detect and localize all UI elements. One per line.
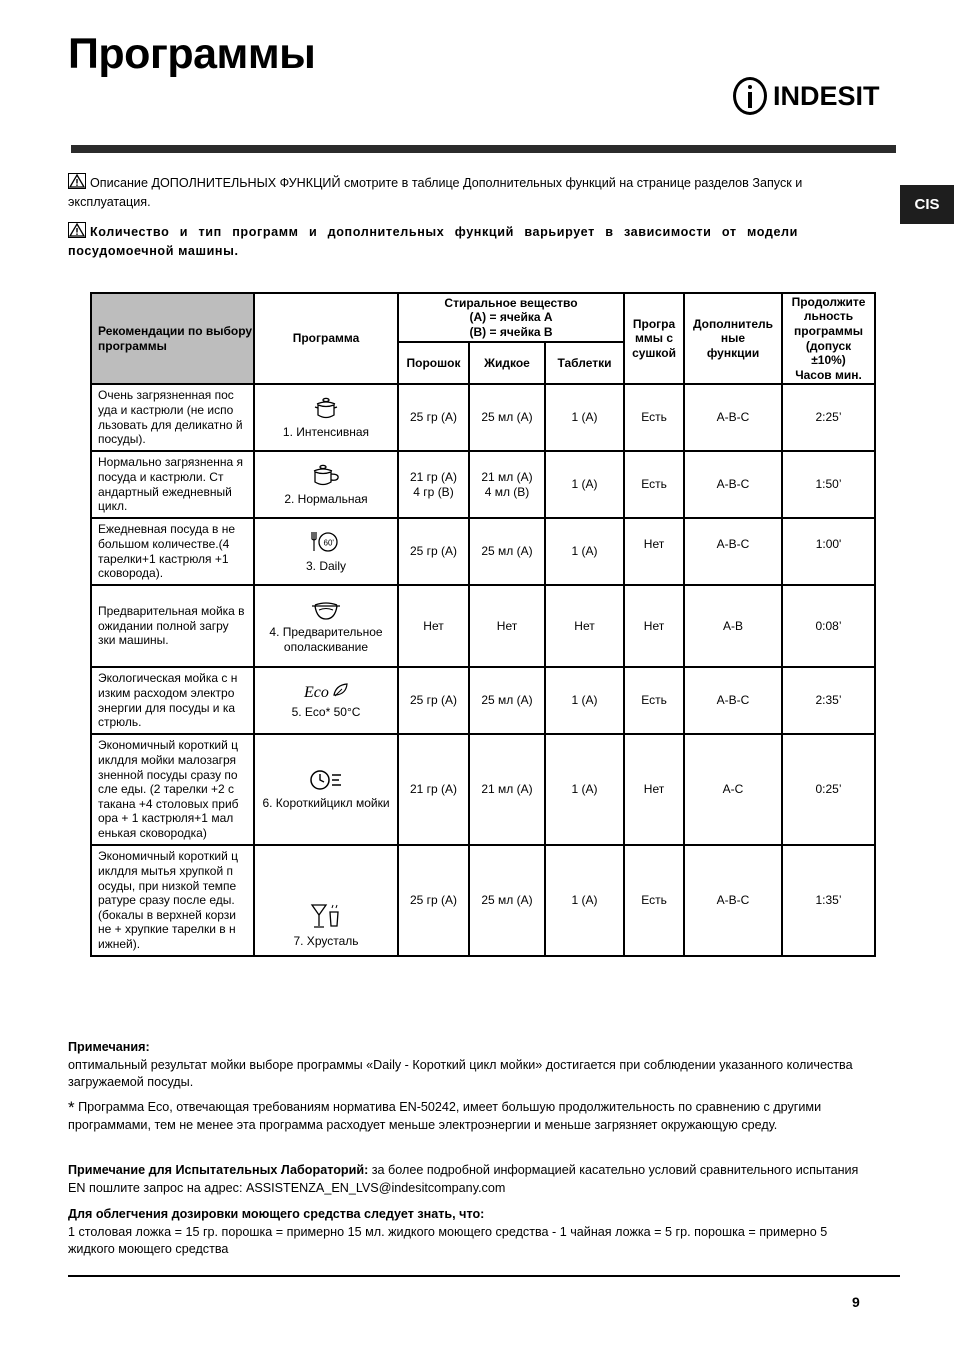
program-name: 7. Хрусталь xyxy=(293,934,359,949)
tablets-value: 1 (A) xyxy=(545,845,624,956)
row-program xyxy=(254,734,398,845)
row-description: Экономичный короткий ц иклдля мойки малозагря зненной посуды сразу по сле еды. (2 тарелки +2 с такана +4 столовых приб ора + 1 кастрюля+1 мал енькая сковородка) xyxy=(91,734,254,845)
eco-note xyxy=(68,1099,868,1134)
quick-clock-icon xyxy=(309,768,343,792)
row-description: Предварительная мойка в ожидании полной загру зки машины. xyxy=(91,585,254,667)
prewash-bowl-icon xyxy=(311,597,341,621)
table-row xyxy=(91,734,875,845)
pot-cup-icon xyxy=(311,462,341,488)
drying-value: Нет xyxy=(624,734,684,845)
eco-note-text: Программа Eco, отвечающая требованиям норматива EN-50242, имеет большую продолжительность по сравнению с другими программами, тем не менее эта программа расходует меньше электроэнергии и меньше загрязняет окружающую среду. xyxy=(68,1100,822,1132)
duration-value: 0:25’ xyxy=(782,734,875,845)
asterisk-mark: * xyxy=(68,1098,75,1117)
lab-note xyxy=(68,1162,868,1197)
note-model-variation xyxy=(68,222,798,261)
drying-value: Есть xyxy=(624,451,684,518)
row-description: Экономичный короткий ц иклдля мытья хрупкой п осуды, при низкой темпе ратуре сразу после еды. (бокалы в верхней корзи не + хрупкие тарелки в н ижней). xyxy=(91,845,254,956)
table-row xyxy=(91,585,875,667)
note-extra-functions xyxy=(68,173,868,212)
bottom-divider xyxy=(68,1275,900,1277)
liquid-value: 25 мл (A) xyxy=(469,845,545,956)
row-program xyxy=(254,451,398,518)
duration-value: 1:50’ xyxy=(782,451,875,518)
drying-value: Есть xyxy=(624,845,684,956)
liquid-value: 21 мл (A) xyxy=(469,734,545,845)
program-name: 2. Нормальная xyxy=(284,492,368,507)
extra-functions-value: A-B-C xyxy=(684,451,782,518)
note-text: Описание ДОПОЛНИТЕЛЬНЫХ ФУНКЦИЙ смотрите в таблице Дополнительных функций на странице разделов Запуск и эксплуатация. xyxy=(68,176,803,209)
header-tablets: Таблетки xyxy=(545,342,624,384)
tablets-value: Нет xyxy=(545,585,624,667)
tablets-value: 1 (A) xyxy=(545,518,624,585)
crystal-glass-icon xyxy=(310,902,342,930)
program-name: 3. Daily xyxy=(305,559,346,574)
header-recommendation: Рекомендации по выбору программы xyxy=(91,293,254,384)
duration-value: 0:08’ xyxy=(782,585,875,667)
row-description: Нормально загрязненна я посуда и кастрюли. Ст андартный ежедневный цикл. xyxy=(91,451,254,518)
dose-heading: Для облегчения дозировки моющего средства следует знать, что: xyxy=(68,1207,485,1221)
header-detergent: Стиральное вещество (А) = ячейка A (В) = ячейка B xyxy=(398,293,624,342)
liquid-value: 25 мл (A) xyxy=(469,384,545,451)
drying-value: Нет xyxy=(624,518,684,585)
header-drying: Програ ммы с сушкой xyxy=(624,293,684,384)
row-description: Ежедневная посуда в не большом количестве.(4 тарелки+1 кастрюля +1 сковорода). xyxy=(91,518,254,585)
table-row xyxy=(91,451,875,518)
row-program xyxy=(254,845,398,956)
row-program xyxy=(254,384,398,451)
extra-functions-value: A-B xyxy=(684,585,782,667)
page-number: 9 xyxy=(852,1294,860,1310)
liquid-value: 25 мл (A) xyxy=(469,667,545,734)
drying-value: Нет xyxy=(624,585,684,667)
notes-daily-text: оптимальный результат мойки выборе программы «Daily - Короткий цикл мойки» достигается при соблюдении указанного количества загружаемой посуды. xyxy=(68,1057,853,1089)
daily-60-icon xyxy=(311,529,341,555)
svg-text:Eco: Eco xyxy=(304,684,329,702)
liquid-value: 21 мл (A) 4 мл (B) xyxy=(469,451,545,518)
pot-icon xyxy=(313,395,339,421)
language-tab: CIS xyxy=(900,185,954,224)
row-description: Очень загрязненная пос уда и кастрюли (не испо льзовать для деликатно й посуды). xyxy=(91,384,254,451)
extra-functions-value: A-C xyxy=(684,734,782,845)
tablets-value: 1 (A) xyxy=(545,384,624,451)
svg-text:60': 60' xyxy=(323,538,334,548)
top-divider xyxy=(71,145,896,153)
powder-value: 21 гр (A) xyxy=(398,734,469,845)
eco-leaf-icon xyxy=(302,681,350,701)
table-row xyxy=(91,667,875,734)
powder-value: 25 гр (A) xyxy=(398,518,469,585)
program-name: 4. Предварительное ополаскивание xyxy=(269,625,383,654)
lab-note-heading: Примечание для Испытательных Лабораторий: xyxy=(68,1163,369,1177)
extra-functions-value: A-B-C xyxy=(684,384,782,451)
duration-value: 1:35’ xyxy=(782,845,875,956)
row-description: Экологическая мойка с н изким расходом электро энергии для посуды и ка стрюль. xyxy=(91,667,254,734)
header-program: Программа xyxy=(254,293,398,384)
row-program xyxy=(254,518,398,585)
header-duration: Продолжите льность программы (допуск ±10%) Часов мин. xyxy=(782,293,875,384)
liquid-value: 25 мл (A) xyxy=(469,518,545,585)
powder-value: 25 гр (A) xyxy=(398,845,469,956)
program-name: 1. Интенсивная xyxy=(282,425,370,440)
notes-heading: Примечания: xyxy=(68,1040,150,1054)
warning-icon xyxy=(68,222,86,238)
dose-text: 1 столовая ложка = 15 гр. порошка = примерно 15 мл. жидкого моющего средства - 1 чайная ложка = 5 гр. порошка = примерно 5 жидкого моющего средства xyxy=(68,1224,828,1256)
brand-name: INDESIT xyxy=(773,80,880,111)
lab-note-text: за более подробной информацией касательно условий сравнительного испытания EN пошлите запрос на адрес: ASSISTENZA_EN_LVS@indesitcompany.com xyxy=(68,1163,859,1195)
indesit-logo-icon xyxy=(733,77,767,115)
programs-table xyxy=(90,292,876,957)
page-title: Программы xyxy=(68,30,316,78)
powder-value: Нет xyxy=(398,585,469,667)
drying-value: Есть xyxy=(624,667,684,734)
program-name: 5. Eco* 50°C xyxy=(291,705,361,720)
notes-block xyxy=(68,1039,868,1092)
row-program xyxy=(254,585,398,667)
dose-note xyxy=(68,1206,868,1259)
row-program xyxy=(254,667,398,734)
table-row xyxy=(91,518,875,585)
duration-value: 2:35’ xyxy=(782,667,875,734)
extra-functions-value: A-B-C xyxy=(684,518,782,585)
duration-value: 2:25’ xyxy=(782,384,875,451)
header-powder: Порошок xyxy=(398,342,469,384)
program-name: 6. Короткийцикл мойки xyxy=(262,796,390,811)
warning-icon xyxy=(68,173,86,189)
tablets-value: 1 (A) xyxy=(545,734,624,845)
drying-value: Есть xyxy=(624,384,684,451)
powder-value: 25 гр (A) xyxy=(398,667,469,734)
extra-functions-value: A-B-C xyxy=(684,667,782,734)
powder-value: 21 гр (A) 4 гр (B) xyxy=(398,451,469,518)
table-row xyxy=(91,845,875,956)
duration-value: 1:00' xyxy=(782,518,875,585)
extra-functions-value: A-B-C xyxy=(684,845,782,956)
header-extra-functions: Дополнитель ные функции xyxy=(684,293,782,384)
tablets-value: 1 (A) xyxy=(545,667,624,734)
note-text: Количество и тип программ и дополнительных функций варьирует в зависимости от модели посудомоечной машины. xyxy=(68,225,798,258)
tablets-value: 1 (A) xyxy=(545,451,624,518)
indesit-logo xyxy=(733,74,893,118)
liquid-value: Нет xyxy=(469,585,545,667)
powder-value: 25 гр (A) xyxy=(398,384,469,451)
table-row xyxy=(91,384,875,451)
header-liquid: Жидкое xyxy=(469,342,545,384)
